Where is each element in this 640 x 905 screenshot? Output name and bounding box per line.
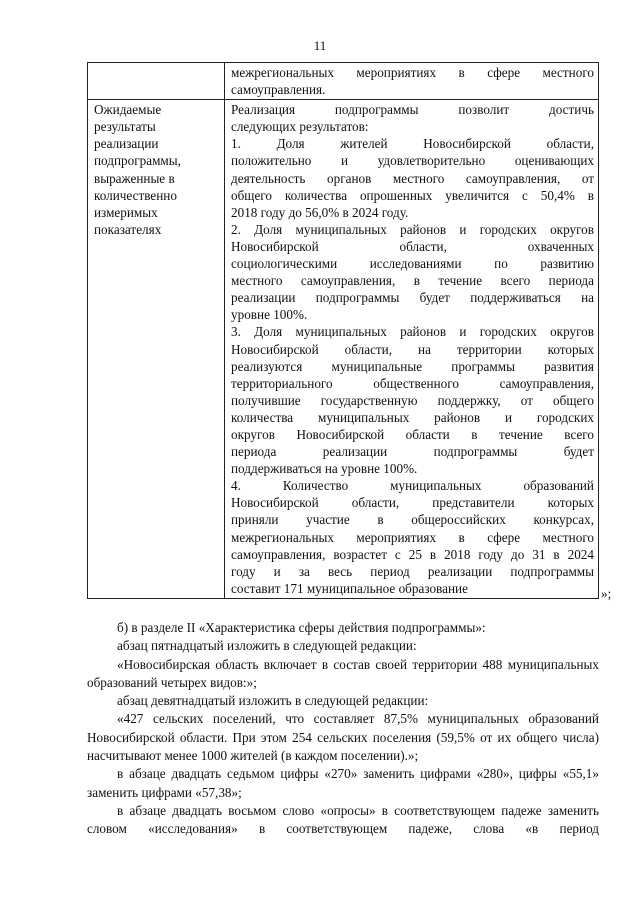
text-line: социологическими исследованиями по развитию xyxy=(231,256,594,272)
text-line: Новосибирской области, охваченных xyxy=(231,238,594,254)
text-line: 1. Доля жителей Новосибирской области, xyxy=(231,136,594,152)
text-line: реализации подпрограммы будет поддерживаться на xyxy=(231,290,594,306)
label-line: реализации xyxy=(94,136,159,152)
text-line: периода реализации подпрограммы будет xyxy=(231,444,594,460)
label-line: результаты xyxy=(94,119,156,135)
text-line: получившие государственную поддержку, от общего xyxy=(231,392,594,408)
row-label-cell xyxy=(88,100,225,599)
table-cell-continuation xyxy=(225,63,599,100)
paragraph: в абзаце двадцать седьмом цифры «270» заменить цифрами «280», цифры «55,1» заменить цифрами «57,38»; xyxy=(87,766,599,800)
closing-quote-mark: »; xyxy=(601,586,612,601)
text-line: межрегиональных мероприятиях в сфере местного xyxy=(231,529,594,545)
label-line: количественно xyxy=(94,187,177,203)
text-line: самоуправления, возрастет с 25 в 2018 году до 31 в 2024 xyxy=(231,546,594,562)
row-content-cell xyxy=(225,100,599,599)
text-line: Реализация подпрограммы позволит достичь xyxy=(231,102,594,118)
label-line: измеримых xyxy=(94,204,158,220)
text-line: местного самоуправления, в течение всего периода xyxy=(231,273,594,289)
paragraph: «427 сельских поселений, что составляет 87,5% муниципальных образований Новосибирской области. При этом 254 сельских поселения (59,5% от их общего числа) насчитывают менее 1000 жителей (в каждом поселении).»; xyxy=(87,711,599,764)
text-line: следующих результатов: xyxy=(231,119,369,135)
text-line: положительно и удовлетворительно оценивающих xyxy=(231,153,594,169)
text-line: округов Новосибирской области в течение всего xyxy=(231,426,594,442)
paragraph: абзац пятнадцатый изложить в следующей редакции: xyxy=(117,638,417,654)
label-line: Ожидаемые xyxy=(94,102,162,118)
label-line: выраженные в xyxy=(94,170,175,186)
text-line: общего количества опрошенных увеличится с 50,4% в xyxy=(231,187,594,203)
text-line: самоуправления. xyxy=(231,82,326,98)
text-line: территориального общественного самоуправления, xyxy=(231,375,594,391)
text-line: 3. Доля муниципальных районов и городских округов xyxy=(231,324,594,340)
text-line: поддерживаться на уровне 100%. xyxy=(231,461,418,477)
paragraph: б) в разделе II «Характеристика сферы действия подпрограммы»: xyxy=(117,620,486,635)
table-cell-empty xyxy=(88,63,225,100)
text-line: Новосибирской области, представители которых xyxy=(231,495,594,511)
text-line: 2018 году до 56,0% в 2024 году. xyxy=(231,204,409,220)
table-row-expected-results xyxy=(88,100,599,599)
text-line: приняли участие в общероссийских конкурсах, xyxy=(231,512,594,528)
paragraph: «Новосибирская область включает в состав своей территории 488 муниципальных образований четырех видов:»; xyxy=(87,656,599,690)
text-line: реализуются муниципальные программы развития xyxy=(231,358,594,374)
text-line: уровне 100%. xyxy=(231,307,308,323)
text-line: году и за весь период реализации подпрограммы xyxy=(231,563,594,579)
passport-table xyxy=(87,62,599,599)
paragraph: абзац девятнадцатый изложить в следующей редакции: xyxy=(117,693,429,709)
paragraph: в абзаце двадцать восьмом слово «опросы» в соответствующем падеже заменить словом «исследования» в соответствующем падеже, слова «в период xyxy=(87,802,599,837)
body-text xyxy=(87,619,599,839)
text-line: деятельность органов местного самоуправления, от xyxy=(231,170,594,186)
table-row-continuation xyxy=(88,63,599,100)
text-line: составит 171 муниципальное образование xyxy=(231,580,468,596)
label-line: показателях xyxy=(94,221,162,237)
text-line: 2. Доля муниципальных районов и городских округов xyxy=(231,221,594,237)
text-line: количества муниципальных районов и городских xyxy=(231,409,594,425)
label-line: подпрограммы, xyxy=(94,153,181,169)
page-number: 11 xyxy=(313,38,327,53)
text-line: Новосибирской области, на территории которых xyxy=(231,341,594,357)
text-line: 4. Количество муниципальных образований xyxy=(231,478,594,494)
text-line: межрегиональных мероприятиях в сфере местного xyxy=(231,65,594,80)
